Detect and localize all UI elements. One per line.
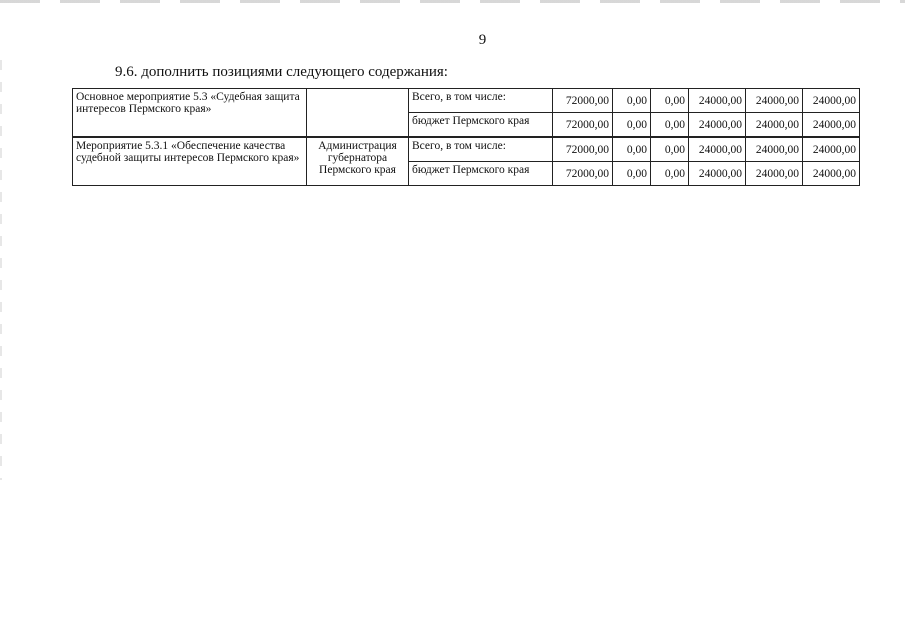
value-cell: 0,00 [651,137,689,162]
page-number: 9 [478,32,487,48]
activity-name: Основное мероприятие 5.3 «Судебная защита интересов Пермского края» [73,89,307,138]
scan-left-edge [0,60,2,480]
value-cell: 24000,00 [803,89,860,113]
value-cell: 0,00 [613,89,651,113]
value-cell: 72000,00 [553,113,613,138]
value-cell: 0,00 [613,162,651,186]
table-row [73,89,860,113]
value-cell: 24000,00 [803,137,860,162]
value-cell: 24000,00 [746,162,803,186]
funding-source: бюджет Пермского края [409,113,553,138]
value-cell: 24000,00 [746,89,803,113]
value-cell: 72000,00 [553,89,613,113]
executor-cell [307,89,409,138]
value-cell: 24000,00 [689,89,746,113]
value-cell: 24000,00 [746,137,803,162]
value-cell: 0,00 [651,162,689,186]
value-cell: 0,00 [651,89,689,113]
value-cell: 24000,00 [689,113,746,138]
value-cell: 72000,00 [553,162,613,186]
scan-top-edge [0,0,905,3]
value-cell: 24000,00 [746,113,803,138]
value-cell: 24000,00 [803,113,860,138]
funding-source: Всего, в том числе: [409,89,553,113]
value-cell: 0,00 [613,137,651,162]
value-cell: 24000,00 [803,162,860,186]
table-row [73,137,860,162]
value-cell: 24000,00 [689,162,746,186]
activity-name: Мероприятие 5.3.1 «Обеспечение качества судебной защиты интересов Пермского края» [73,137,307,186]
value-cell: 24000,00 [689,137,746,162]
value-cell: 0,00 [613,113,651,138]
funding-source: бюджет Пермского края [409,162,553,186]
value-cell: 0,00 [651,113,689,138]
executor-cell: Администрация губернатора Пермского края [307,137,409,186]
clause-heading: 9.6. дополнить позициями следующего содержания: [115,64,448,80]
budget-table [72,88,860,186]
funding-source: Всего, в том числе: [409,137,553,162]
value-cell: 72000,00 [553,137,613,162]
